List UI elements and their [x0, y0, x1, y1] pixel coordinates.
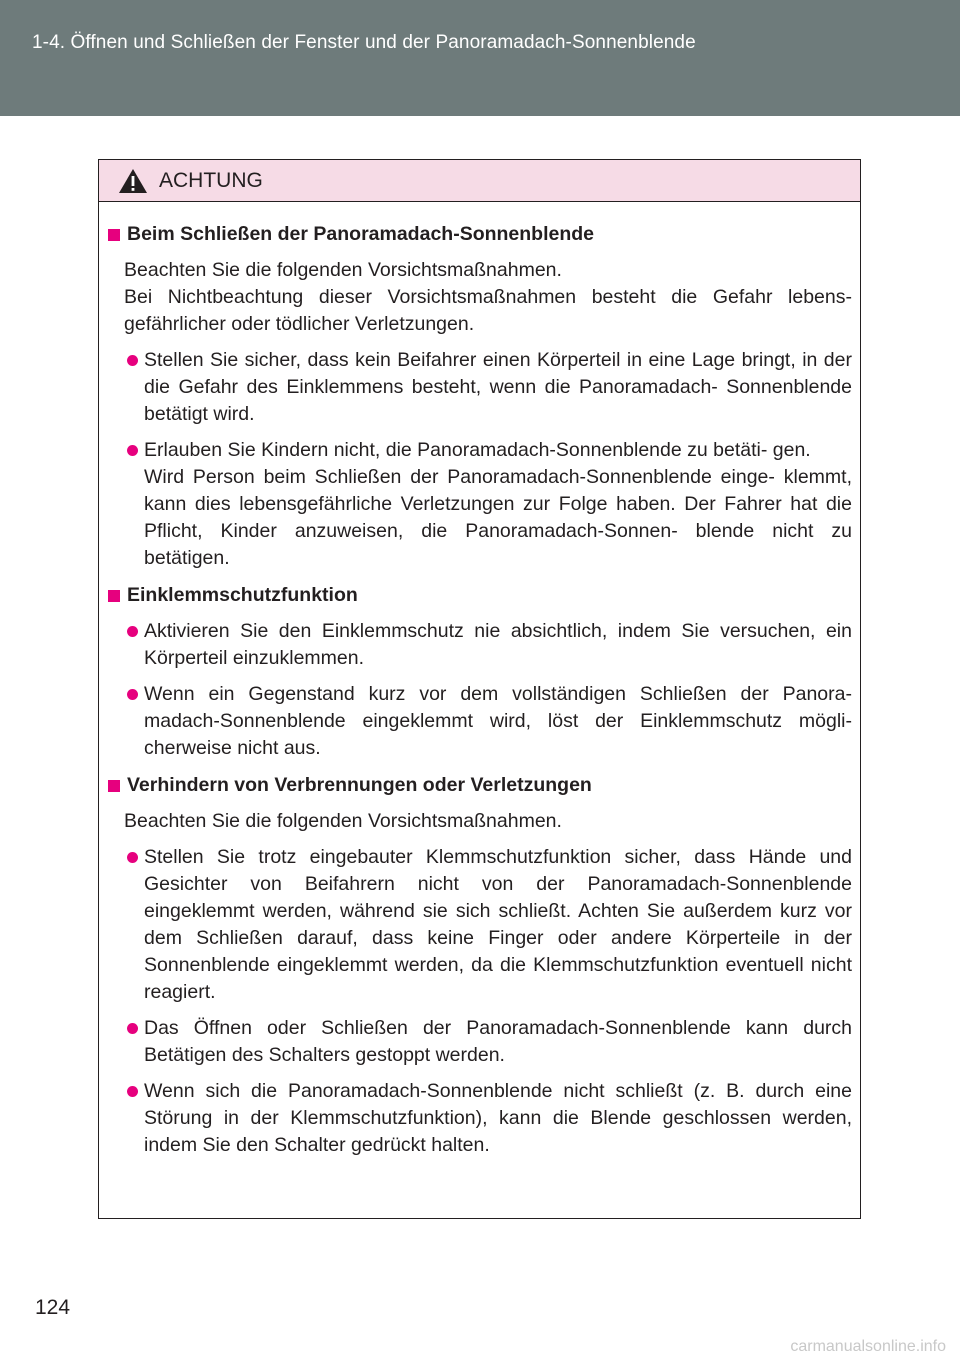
round-bullet-icon: [127, 445, 138, 456]
round-bullet-icon: [127, 355, 138, 366]
square-bullet-icon: [108, 590, 120, 602]
section-title: [107, 772, 852, 799]
list-item: [107, 618, 852, 672]
list-item-text: Wird Person beim Schließen der Panoramadach-Sonnenblende einge- klemmt, kann dies lebensgefährliche Verletzungen zur Folge haben. Der Fahrer hat die Pflicht, Kinder anzuweisen, die Panoramadach-Sonnen- blende nicht zu betätigen.: [144, 466, 852, 569]
round-bullet-icon: [127, 626, 138, 637]
list-item-text: Aktivieren Sie den Einklemmschutz nie absichtlich, indem Sie versuchen, ein Körperteil einzuklemmen.: [144, 620, 852, 669]
round-bullet-icon: [127, 689, 138, 700]
paragraph-line: Bei Nichtbeachtung dieser Vorsichtsmaßnahmen besteht die Gefahr lebens- gefährlicher oder tödlicher Verletzungen.: [124, 286, 852, 335]
warning-body: [99, 202, 860, 1159]
list-item: [107, 437, 852, 572]
list-item-text: Wenn ein Gegenstand kurz vor dem vollständigen Schließen der Panora- madach-Sonnenblende eingeklemmt wird, löst der Einklemmschutz mögli- cherweise nicht aus.: [144, 683, 852, 759]
round-bullet-icon: [127, 1023, 138, 1034]
warning-title: ACHTUNG: [159, 169, 263, 192]
section-title: [107, 582, 852, 609]
square-bullet-icon: [108, 229, 120, 241]
page-number: 124: [35, 1296, 71, 1319]
list-item: [107, 347, 852, 428]
section-paragraph: [107, 257, 852, 338]
list-item-text: Das Öffnen oder Schließen der Panoramadach-Sonnenblende kann durch Betätigen des Schalters gestoppt werden.: [144, 1017, 852, 1066]
square-bullet-icon: [108, 780, 120, 792]
section-title-text: Beim Schließen der Panoramadach-Sonnenblende: [127, 223, 595, 245]
warning-section: [107, 221, 852, 572]
round-bullet-icon: [127, 1086, 138, 1097]
round-bullet-icon: [127, 852, 138, 863]
list-item: [107, 1078, 852, 1159]
watermark: carmanualsonline.info: [790, 1338, 946, 1355]
page-header: [0, 0, 960, 116]
list-item: [107, 681, 852, 762]
section-paragraph: Beachten Sie die folgenden Vorsichtsmaßnahmen.: [124, 810, 562, 832]
warning-triangle-icon: [118, 168, 148, 194]
section-title: [107, 221, 852, 248]
list-item: [107, 1015, 852, 1069]
warning-header: [99, 160, 860, 202]
warning-box: [98, 159, 861, 1219]
chapter-title: 1-4. Öffnen und Schließen der Fenster und der Panoramadach-Sonnenblende: [32, 32, 696, 53]
section-title-text: Einklemmschutzfunktion: [127, 584, 358, 606]
list-item-text: Wenn sich die Panoramadach-Sonnenblende nicht schließt (z. B. durch eine Störung in der Klemmschutzfunktion), kann die Blende geschlossen werden, indem Sie den Schalter gedrückt halten.: [144, 1080, 852, 1156]
paragraph-line: Beachten Sie die folgenden Vorsichtsmaßnahmen.: [124, 259, 562, 281]
list-item-text: Erlauben Sie Kindern nicht, die Panoramadach-Sonnenblende zu betäti- gen.: [144, 439, 811, 461]
warning-section: [107, 772, 852, 1159]
list-item-text: Stellen Sie trotz eingebauter Klemmschutzfunktion sicher, dass Hände und Gesichter von Beifahrern nicht von der Panoramadach-Sonnenblende eingeklemmt werden, während sie sich schließt. Achten Sie außerdem kurz vor dem Schließen darauf, dass keine Finger oder andere Körperteile in der Sonnenblende eingeklemmt werden, da die Klemmschutzfunktion eventuell nicht reagiert.: [144, 846, 852, 1003]
section-title-text: Verhindern von Verbrennungen oder Verletzungen: [127, 774, 592, 796]
list-item: [107, 844, 852, 1006]
list-item-text: Stellen Sie sicher, dass kein Beifahrer einen Körperteil in eine Lage bringt, in der die Gefahr des Einklemmens besteht, wenn die Panoramadach- Sonnenblende betätigt wird.: [144, 349, 852, 425]
warning-section: [107, 582, 852, 762]
